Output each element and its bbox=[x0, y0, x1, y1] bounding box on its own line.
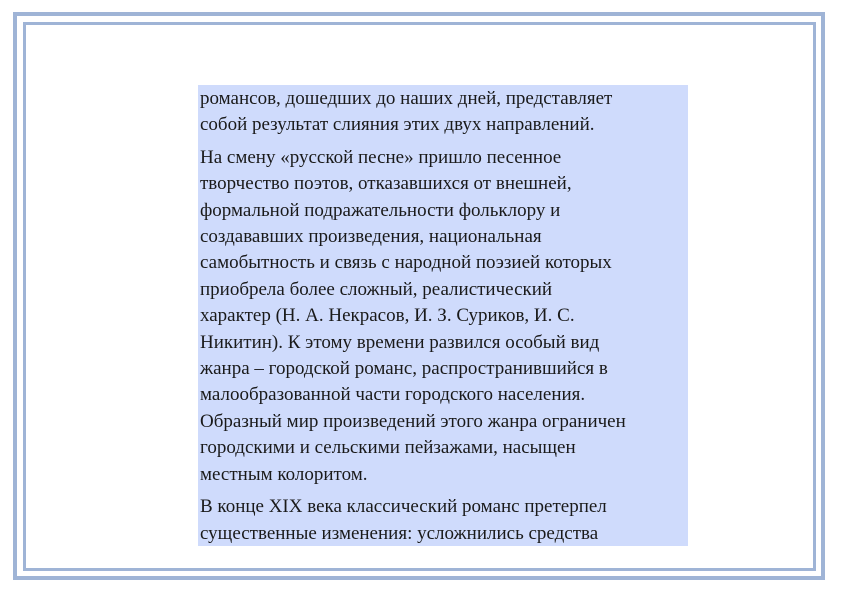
text-line: местным колоритом. bbox=[200, 463, 368, 485]
text-line: городскими и сельскими пейзажами, насыщен bbox=[200, 437, 576, 459]
text-line: характер (Н. А. Некрасов, И. З. Суриков, И. С. bbox=[200, 305, 575, 327]
text-line: Никитин). К этому времени развился особый вид bbox=[200, 331, 600, 353]
text-line: собой результат слияния этих двух направлений. bbox=[200, 114, 595, 136]
text-line: жанра – городской романс, распространившийся в bbox=[200, 358, 608, 380]
text-line: творчество поэтов, отказавшихся от внешней, bbox=[200, 173, 572, 195]
text-line: малообразованной части городского населения. bbox=[200, 384, 586, 406]
paragraph-1 bbox=[200, 86, 686, 139]
text-line: романсов, дошедших до наших дней, представляет bbox=[200, 88, 613, 109]
paragraph-2 bbox=[200, 145, 686, 488]
text-line: Образный мир произведений этого жанра ограничен bbox=[200, 410, 626, 432]
text-line: существенные изменения: усложнились средства bbox=[200, 522, 599, 544]
paragraph-3 bbox=[200, 494, 686, 546]
text-line: создававших произведения, национальная bbox=[200, 226, 542, 248]
text-line: На смену «русской песне» пришло песенное bbox=[200, 146, 562, 168]
text-block bbox=[198, 85, 688, 546]
text-line: формальной подражательности фольклору и bbox=[200, 199, 561, 221]
text-line: приобрела более сложный, реалистический bbox=[200, 278, 553, 300]
text-line: самобытность и связь с народной поэзией которых bbox=[200, 252, 612, 274]
text-line: В конце XIX века классический романс претерпел bbox=[200, 496, 607, 518]
